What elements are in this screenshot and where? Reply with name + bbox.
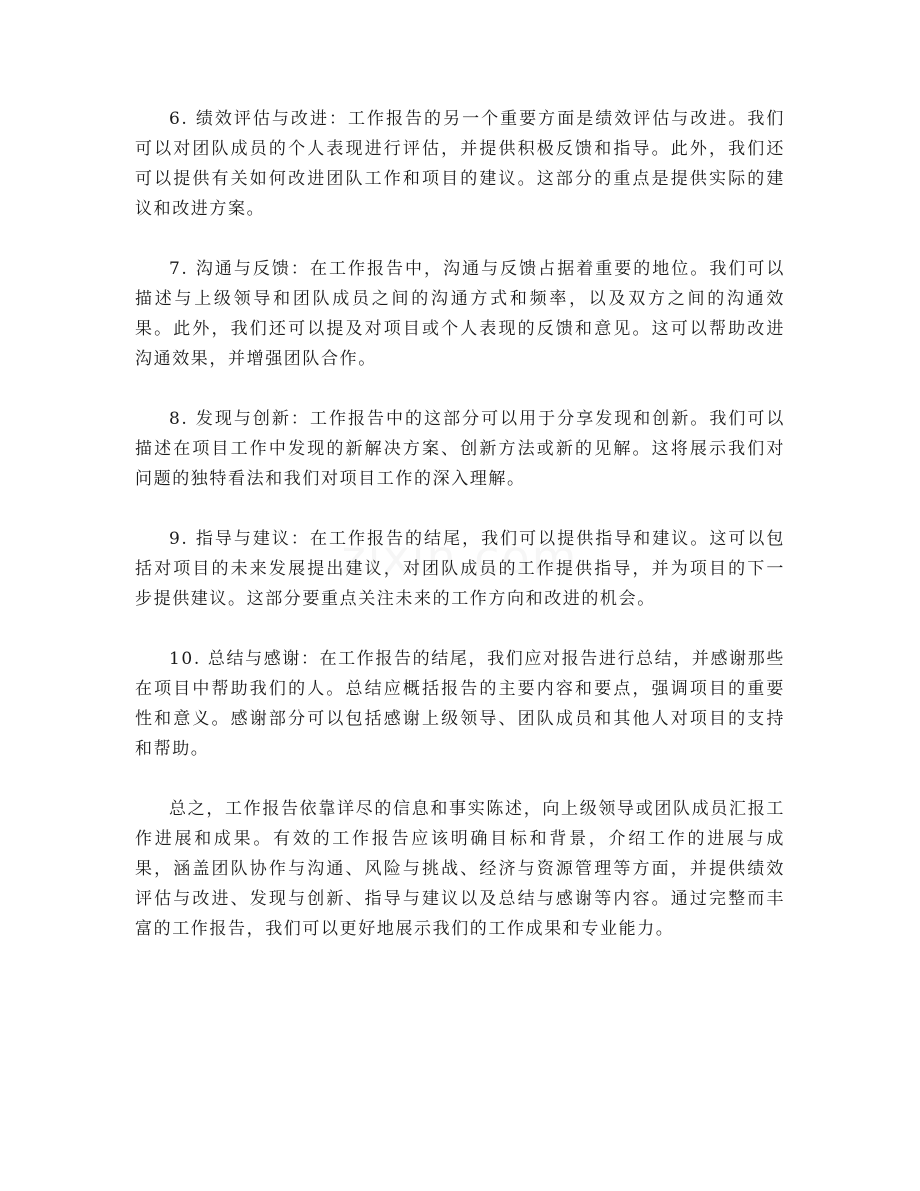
document-body [135,104,785,974]
paragraph-performance-evaluation: 6. 绩效评估与改进：工作报告的另一个重要方面是绩效评估与改进。我们可以对团队成员的个人表现进行评估，并提供积极反馈和指导。此外，我们还可以提供有关如何改进团队工作和项目的建议。这部分的重点是提供实际的建议和改进方案。 [135,109,785,219]
paragraph-communication-feedback: 7. 沟通与反馈：在工作报告中，沟通与反馈占据着重要的地位。我们可以描述与上级领导和团队成员之间的沟通方式和频率，以及双方之间的沟通效果。此外，我们还可以提及对项目或个人表现的反馈和意见。这可以帮助改进沟通效果，并增强团队合作。 [135,259,785,369]
paragraph-guidance-suggestions: 9. 指导与建议：在工作报告的结尾，我们可以提供指导和建议。这可以包括对项目的未来发展提出建议，对团队成员的工作提供指导，并为项目的下一步提供建议。这部分要重点关注未来的工作方向和改进的机会。 [135,529,785,609]
paragraph-conclusion: 总之，工作报告依靠详尽的信息和事实陈述，向上级领导或团队成员汇报工作进展和成果。有效的工作报告应该明确目标和背景，介绍工作的进展与成果，涵盖团队协作与沟通、风险与挑战、经济与资源管理等方面，并提供绩效评估与改进、发现与创新、指导与建议以及总结与感谢等内容。通过完整而丰富的工作报告，我们可以更好地展示我们的工作成果和专业能力。 [135,799,785,939]
paragraph-summary-thanks: 10. 总结与感谢：在工作报告的结尾，我们应对报告进行总结，并感谢那些在项目中帮助我们的人。总结应概括报告的主要内容和要点，强调项目的重要性和意义。感谢部分可以包括感谢上级领导、团队成员和其他人对项目的支持和帮助。 [135,649,785,759]
paragraph-discovery-innovation: 8. 发现与创新：工作报告中的这部分可以用于分享发现和创新。我们可以描述在项目工作中发现的新解决方案、创新方法或新的见解。这将展示我们对问题的独特看法和我们对项目工作的深入理解。 [135,409,785,489]
